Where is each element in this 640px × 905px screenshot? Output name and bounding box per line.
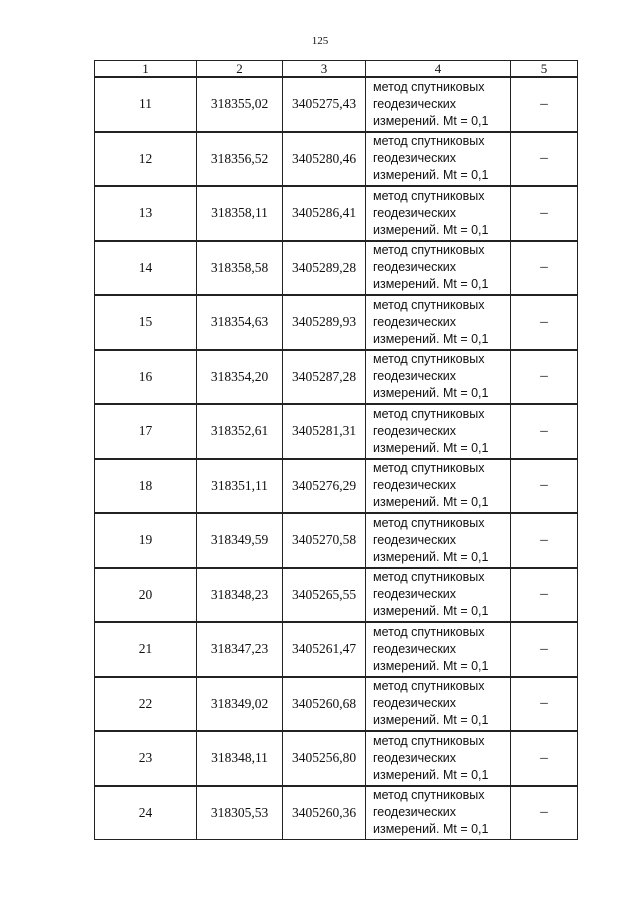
- column-5-cell: –: [511, 77, 578, 132]
- method-cell: [366, 241, 511, 296]
- y-coordinate-cell: 3405270,58: [283, 513, 366, 568]
- y-coordinate-cell: 3405280,46: [283, 132, 366, 187]
- x-coordinate-cell: 318351,11: [197, 459, 283, 514]
- column-header-1: 1: [95, 61, 197, 78]
- method-line: геодезических: [373, 151, 457, 166]
- method-line: измерений. Mt = 0,1: [373, 331, 489, 346]
- method-line: геодезических: [373, 205, 457, 220]
- method-cell: [366, 731, 511, 786]
- method-line: измерений. Mt = 0,1: [373, 713, 489, 728]
- x-coordinate-cell: 318355,02: [197, 77, 283, 132]
- method-cell: [366, 677, 511, 732]
- table-row: [95, 459, 578, 514]
- method-line: измерений. Mt = 0,1: [373, 386, 489, 401]
- method-line: метод спутниковых: [373, 624, 485, 639]
- method-cell: [366, 77, 511, 132]
- column-5-cell: –: [511, 295, 578, 350]
- point-number-cell: 17: [95, 404, 197, 459]
- table-row: [95, 513, 578, 568]
- method-line: геодезических: [373, 96, 457, 111]
- y-coordinate-cell: 3405286,41: [283, 186, 366, 241]
- method-line: измерений. Mt = 0,1: [373, 767, 489, 782]
- point-number-cell: 21: [95, 622, 197, 677]
- x-coordinate-cell: 318358,11: [197, 186, 283, 241]
- method-line: метод спутниковых: [373, 297, 485, 312]
- y-coordinate-cell: 3405289,93: [283, 295, 366, 350]
- method-line: измерений. Mt = 0,1: [373, 277, 489, 292]
- method-line: измерений. Mt = 0,1: [373, 113, 489, 128]
- method-line: геодезических: [373, 369, 457, 384]
- y-coordinate-cell: 3405276,29: [283, 459, 366, 514]
- column-5-cell: –: [511, 186, 578, 241]
- method-line: геодезических: [373, 260, 457, 275]
- method-line: измерений. Mt = 0,1: [373, 658, 489, 673]
- y-coordinate-cell: 3405281,31: [283, 404, 366, 459]
- column-5-cell: –: [511, 677, 578, 732]
- method-line: метод спутниковых: [373, 188, 485, 203]
- point-number-cell: 19: [95, 513, 197, 568]
- header-row: [95, 61, 578, 78]
- point-number-cell: 16: [95, 350, 197, 405]
- method-line: метод спутниковых: [373, 733, 485, 748]
- method-line: метод спутниковых: [373, 134, 485, 149]
- table-row: [95, 622, 578, 677]
- column-5-cell: –: [511, 459, 578, 514]
- point-number-cell: 14: [95, 241, 197, 296]
- method-line: геодезических: [373, 478, 457, 493]
- table-row: [95, 241, 578, 296]
- method-line: метод спутниковых: [373, 406, 485, 421]
- point-number-cell: 18: [95, 459, 197, 514]
- method-cell: [366, 186, 511, 241]
- method-line: метод спутниковых: [373, 352, 485, 367]
- page-number: 125: [311, 35, 329, 47]
- column-5-cell: –: [511, 132, 578, 187]
- method-line: геодезических: [373, 314, 457, 329]
- method-line: геодезических: [373, 805, 457, 820]
- method-line: геодезических: [373, 750, 457, 765]
- table-row: [95, 350, 578, 405]
- y-coordinate-cell: 3405289,28: [283, 241, 366, 296]
- method-line: метод спутниковых: [373, 515, 485, 530]
- x-coordinate-cell: 318352,61: [197, 404, 283, 459]
- method-line: измерений. Mt = 0,1: [373, 495, 489, 510]
- table-row: [95, 731, 578, 786]
- x-coordinate-cell: 318356,52: [197, 132, 283, 187]
- method-line: измерений. Mt = 0,1: [373, 440, 489, 455]
- method-line: метод спутниковых: [373, 570, 485, 585]
- x-coordinate-cell: 318354,63: [197, 295, 283, 350]
- table-row: [95, 786, 578, 840]
- method-line: измерений. Mt = 0,1: [373, 222, 489, 237]
- point-number-cell: 22: [95, 677, 197, 732]
- method-cell: [366, 622, 511, 677]
- method-cell: [366, 513, 511, 568]
- table-row: [95, 295, 578, 350]
- y-coordinate-cell: 3405256,80: [283, 731, 366, 786]
- x-coordinate-cell: 318354,20: [197, 350, 283, 405]
- point-number-cell: 11: [95, 77, 197, 132]
- method-cell: [366, 132, 511, 187]
- point-number-cell: 23: [95, 731, 197, 786]
- y-coordinate-cell: 3405261,47: [283, 622, 366, 677]
- method-cell: [366, 404, 511, 459]
- x-coordinate-cell: 318305,53: [197, 786, 283, 840]
- method-line: метод спутниковых: [373, 79, 485, 94]
- method-line: метод спутниковых: [373, 679, 485, 694]
- method-cell: [366, 350, 511, 405]
- method-cell: [366, 295, 511, 350]
- column-5-cell: –: [511, 731, 578, 786]
- column-5-cell: –: [511, 350, 578, 405]
- column-5-cell: –: [511, 622, 578, 677]
- table-row: [95, 568, 578, 623]
- table-row: [95, 404, 578, 459]
- x-coordinate-cell: 318358,58: [197, 241, 283, 296]
- point-number-cell: 12: [95, 132, 197, 187]
- column-header-4: 4: [366, 61, 511, 78]
- table-row: [95, 186, 578, 241]
- x-coordinate-cell: 318348,11: [197, 731, 283, 786]
- y-coordinate-cell: 3405287,28: [283, 350, 366, 405]
- method-line: метод спутниковых: [373, 461, 485, 476]
- table-row: [95, 77, 578, 132]
- x-coordinate-cell: 318347,23: [197, 622, 283, 677]
- x-coordinate-cell: 318349,02: [197, 677, 283, 732]
- method-line: геодезических: [373, 641, 457, 656]
- method-line: метод спутниковых: [373, 788, 485, 803]
- column-header-3: 3: [283, 61, 366, 78]
- method-line: геодезических: [373, 696, 457, 711]
- point-number-cell: 20: [95, 568, 197, 623]
- table-header: [95, 61, 578, 78]
- x-coordinate-cell: 318349,59: [197, 513, 283, 568]
- y-coordinate-cell: 3405275,43: [283, 77, 366, 132]
- table-row: [95, 132, 578, 187]
- method-line: измерений. Mt = 0,1: [373, 549, 489, 564]
- point-number-cell: 24: [95, 786, 197, 840]
- column-5-cell: –: [511, 241, 578, 296]
- column-header-5: 5: [511, 61, 578, 78]
- y-coordinate-cell: 3405260,36: [283, 786, 366, 840]
- column-5-cell: –: [511, 568, 578, 623]
- method-line: измерений. Mt = 0,1: [373, 604, 489, 619]
- method-line: измерений. Mt = 0,1: [373, 168, 489, 183]
- method-line: геодезических: [373, 532, 457, 547]
- y-coordinate-cell: 3405265,55: [283, 568, 366, 623]
- table-row: [95, 677, 578, 732]
- x-coordinate-cell: 318348,23: [197, 568, 283, 623]
- column-5-cell: –: [511, 513, 578, 568]
- column-header-2: 2: [197, 61, 283, 78]
- point-number-cell: 15: [95, 295, 197, 350]
- method-line: метод спутниковых: [373, 243, 485, 258]
- column-5-cell: –: [511, 786, 578, 840]
- y-coordinate-cell: 3405260,68: [283, 677, 366, 732]
- method-line: геодезических: [373, 587, 457, 602]
- method-cell: [366, 786, 511, 840]
- table-body: [95, 77, 578, 840]
- method-cell: [366, 568, 511, 623]
- coordinates-table: [94, 60, 578, 840]
- method-line: измерений. Mt = 0,1: [373, 822, 489, 837]
- point-number-cell: 13: [95, 186, 197, 241]
- column-5-cell: –: [511, 404, 578, 459]
- method-line: геодезических: [373, 423, 457, 438]
- method-cell: [366, 459, 511, 514]
